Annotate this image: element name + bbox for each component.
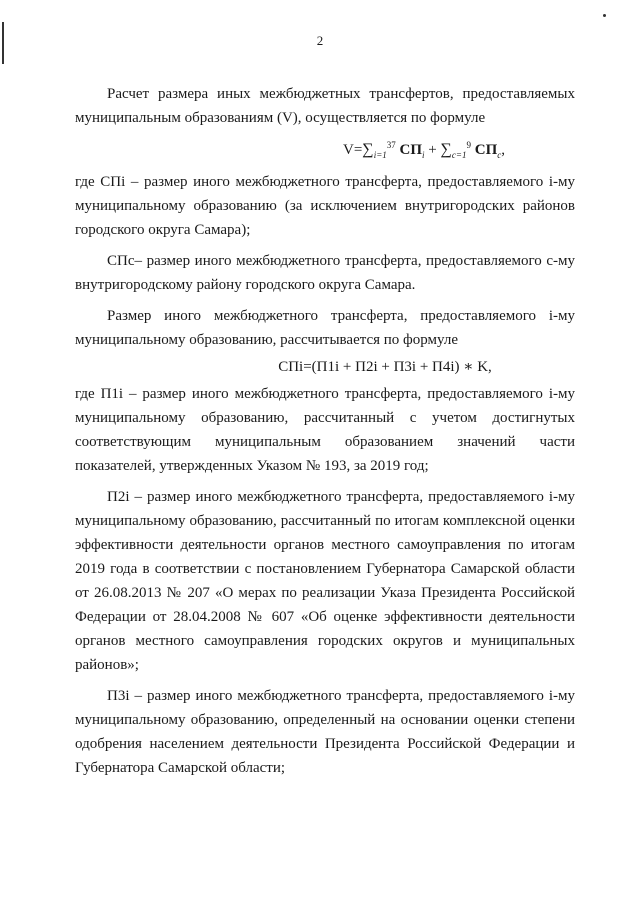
document-body (75, 82, 575, 780)
scan-dot-mark (603, 14, 606, 17)
paragraph-p3-definition: П3i – размер иного межбюджетного трансферта, предоставляемого i-му муниципальному образованию, определенный на основании оценки степени одобрения населением деятельности Президента Российской Федерации и Губернатора Самарской области; (75, 688, 575, 776)
paragraph-sp-c-definition: СПс– размер иного межбюджетного трансферта, предоставляемого с-му внутригородскому району городского округа Самара. (75, 253, 575, 293)
formula-total-volume: $V=\sum_{i=1}^{37}$ $СП_i + \sum_{c=1}^9$ $СП_c$, (343, 140, 505, 160)
page-number: 2 (316, 33, 324, 48)
formula-sp-i: СПi=(П1i + П2i + П3i + П4i) ∗ K, (278, 359, 492, 375)
paragraph-p2-definition: П2i – размер иного межбюджетного трансферта, предоставляемого i-му муниципальному образованию, рассчитанный по итогам комплексной оценки эффективности деятельности органов местного самоуправления по итогам 2019 года в соответствии с постановлением Губернатора Самарской области от 26.08.2013 № 207 «О мерах по реализации Указа Президента Российской Федерации от 28.04.2008 № 607 «Об оценке эффективности деятельности органов местного самоуправления городских округов и муниципальных районов»; (75, 489, 575, 673)
paragraph-intro: Расчет размера иных межбюджетных трансфертов, предоставляемых муниципальным образованиям (V), осуществляется по формуле (75, 86, 575, 126)
paragraph-p1-definition: где П1i – размер иного межбюджетного трансферта, предоставляемого i-му муниципальному образованию, рассчитанный с учетом достигнутых соответствующим муниципальным образованием значений части показателей, утвержденных Указом № 193, за 2019 год; (75, 386, 575, 474)
paragraph-sp-i-formula-intro: Размер иного межбюджетного трансферта, предоставляемого i-му муниципальному образованию, рассчитывается по формуле (75, 308, 575, 348)
paragraph-sp-i-definition: где СПi – размер иного межбюджетного трансферта, предоставляемого i-му муниципальному образованию (за исключением внутригородских районов городского округа Самара); (75, 174, 575, 238)
